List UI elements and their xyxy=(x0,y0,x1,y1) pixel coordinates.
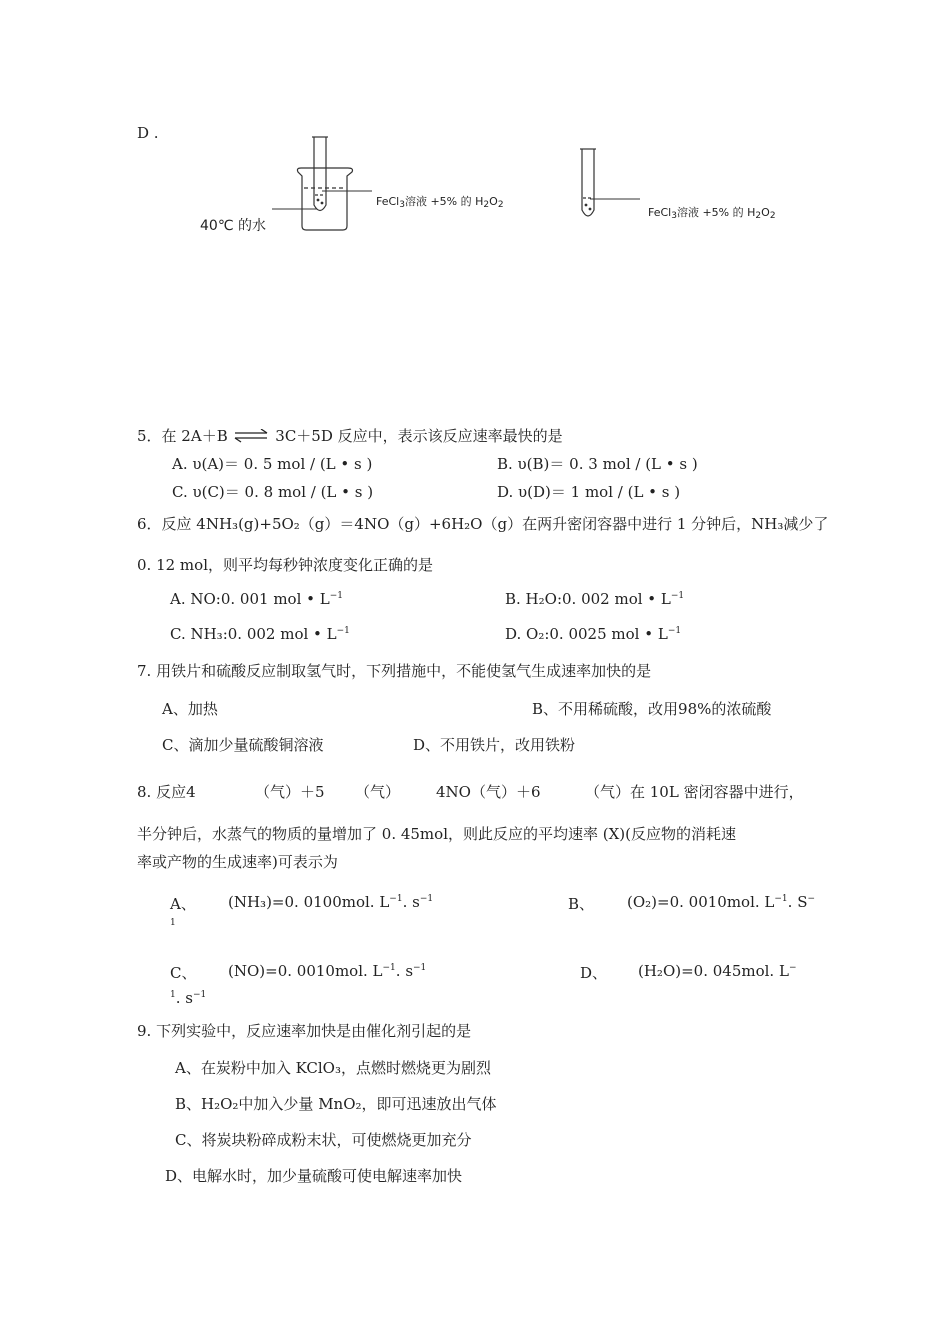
q4d-label: D . xyxy=(137,124,159,142)
q8-option-a-value: (NH₃)=0. 0100mol. $L^{-1}$. $s^{-1}$ xyxy=(228,893,434,911)
q8-option-c-label: C、 xyxy=(170,964,197,982)
q8-option-d-label: D、 xyxy=(580,964,608,982)
q7-option-c: C、滴加少量硫酸铜溶液 xyxy=(162,736,324,754)
beaker-caption: FeCl$_3$溶液 +5% 的 $H_2O_2$ xyxy=(376,195,504,210)
q8-stem-part-b: （气）＋5 xyxy=(255,783,325,801)
q5-stem: 5．在 2A＋B 3C＋5D 反应中，表示该反应速率最快的是 xyxy=(137,427,563,445)
q6-option-b: B. H₂O:0. 002 mol • $L^{-1}$ xyxy=(505,590,685,608)
q6-option-c: C. NH₃:0. 002 mol • $L^{-1}$ xyxy=(170,625,350,643)
q7-option-a: A、加热 xyxy=(162,700,218,718)
q7-option-d: D、不用铁片，改用铁粉 xyxy=(413,736,576,754)
q8-stem-line3: 率或产物的生成速率)可表示为 xyxy=(137,853,338,871)
q8-option-a-wrap: 1 xyxy=(170,918,176,928)
q6-option-d: D. O₂:0. 0025 mol • $L^{-1}$ xyxy=(505,625,682,643)
tube-caption: FeCl$_3$溶液 +5% 的 $H_2O_2$ xyxy=(648,206,776,221)
q9-option-a: A、在炭粉中加入 KClO₃，点燃时燃烧更为剧烈 xyxy=(175,1059,491,1077)
q8-option-b-label: B、 xyxy=(568,895,595,913)
q6-option-a: A. NO:0. 001 mol • $L^{-1}$ xyxy=(170,590,344,608)
beaker-icon xyxy=(297,168,352,230)
q9-stem: 9. 下列实验中，反应速率加快是由催化剂引起的是 xyxy=(137,1022,472,1040)
q8-stem-line2: 半分钟后，水蒸气的物质的量增加了 0. 45mol，则此反应的平均速率 (X)(反应物的消耗速 xyxy=(137,825,736,843)
q8-stem-part-d: 4NO（气）＋6 xyxy=(436,783,541,801)
q9-option-b: B、H₂O₂中加入少量 MnO₂，即可迅速放出气体 xyxy=(175,1095,497,1113)
q9-option-c: C、将炭块粉碎成粉末状，可使燃烧更加充分 xyxy=(175,1131,472,1149)
q7-option-b: B、不用稀硫酸，改用98%的浓硫酸 xyxy=(532,700,772,718)
q5-option-a: A. υ(A)＝ 0. 5 mol / (L • s ) xyxy=(172,455,373,473)
test-tube-icon xyxy=(580,149,596,216)
q8-option-d-value: (H₂O)=0. 045mol. L− xyxy=(638,962,797,980)
q7-stem: 7. 用铁片和硫酸反应制取氢气时，下列措施中，不能使氢气生成速率加快的是 xyxy=(137,662,652,680)
q8-option-b-value: (O₂)=0. 0010mol. $L^{-1}$. S− xyxy=(627,893,816,911)
apparatus-figure xyxy=(0,0,950,300)
q8-option-c-value: (NO)=0. 0010mol. $L^{-1}$. $s^{-1}$ xyxy=(228,962,427,980)
q8-option-d-wrap: $^1$. $s^{-1}$ xyxy=(170,989,207,1007)
q8-stem-part-a: 8. 反应4 xyxy=(137,783,196,801)
q8-option-a-label: A、 xyxy=(170,895,196,913)
q6-stem-line1: 6．反应 4NH₃(g)+5O₂（g）＝4NO（g）+6H₂O（g）在两升密闭容器中进行 1 分钟后，NH₃减少了 xyxy=(137,515,829,533)
q5-option-c: C. υ(C)＝ 0. 8 mol / (L • s ) xyxy=(172,483,374,501)
water-label: 40℃ 的水 xyxy=(200,218,266,234)
q8-stem-part-e: （气）在 10L 密闭容器中进行， xyxy=(585,783,804,801)
q5-option-b: B. υ(B)＝ 0. 3 mol / (L • s ) xyxy=(497,455,698,473)
beaker-test-tube-icon xyxy=(312,137,328,211)
equilibrium-arrow-icon xyxy=(233,429,271,443)
q9-option-d: D、电解水时，加少量硫酸可使电解速率加快 xyxy=(165,1167,463,1185)
q8-stem-part-c: （气） xyxy=(355,783,401,801)
q6-stem-line2: 0. 12 mol，则平均每秒钟浓度变化正确的是 xyxy=(137,556,433,574)
q5-option-d: D. υ(D)＝ 1 mol / (L • s ) xyxy=(497,483,681,501)
